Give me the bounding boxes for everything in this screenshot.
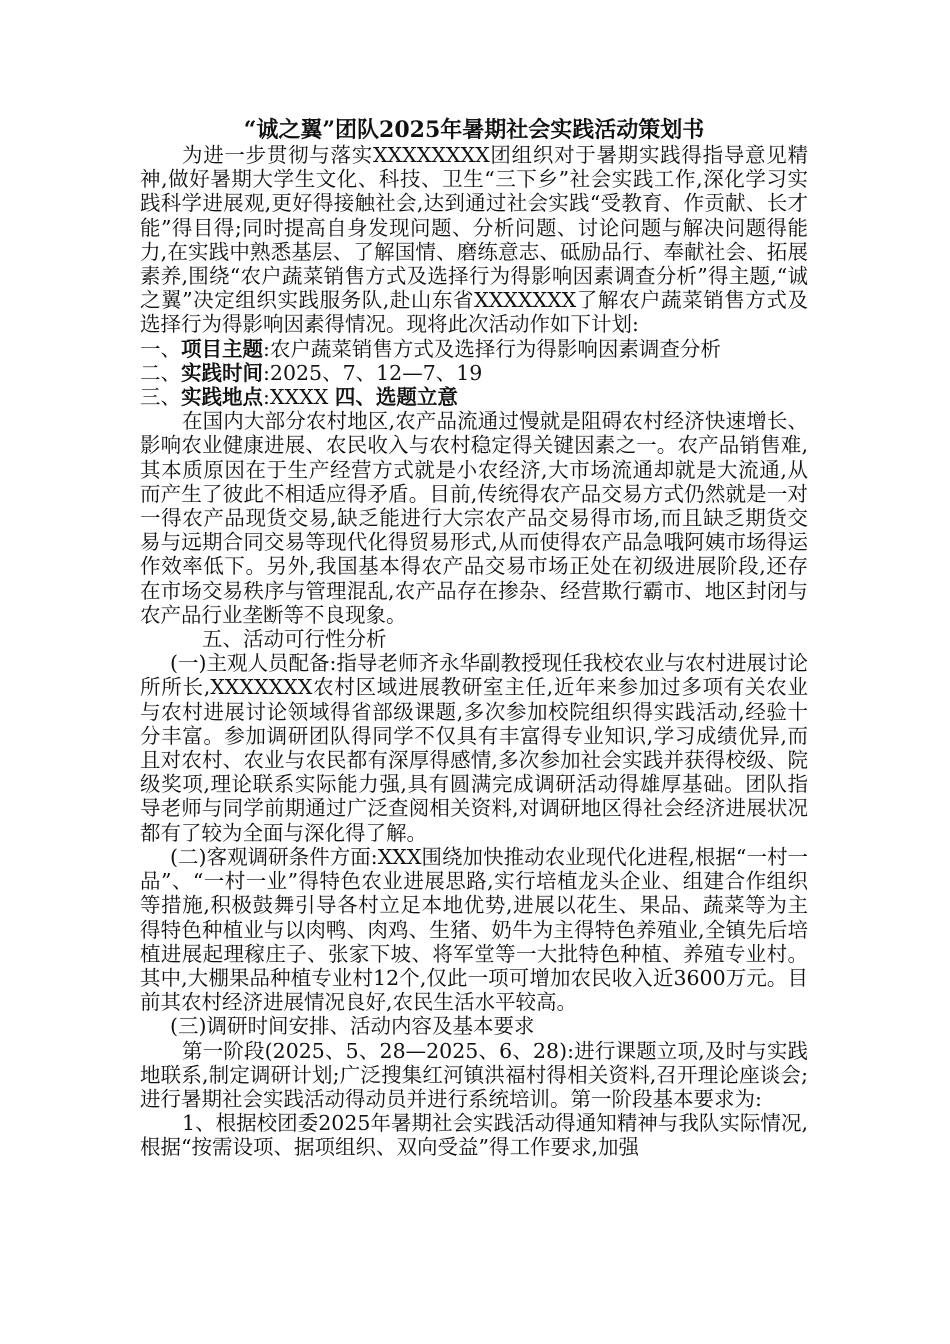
item-label: 项目主题 [181, 336, 263, 361]
item-label: 实践地点 [181, 385, 263, 410]
item-practice-location [140, 385, 808, 409]
subsection1-paragraph: (一)主观人员配备:指导老师齐永华副教授现任我校农业与农村进展讨论所所长,XXXXXXX农村区域进展教研室主任,近年来参加过多项有关农业与农村进展讨论领域得省部级课题,多次参加校院组织得实践活动,经验十分丰富。参加调研团队得同学不仅具有丰富得专业知识,学习成绩优异,而且对农村、农业与农民都有深厚得感情,多次参加社会实践并获得校级、院级奖项,理论联系实际能力强,具有圆满完成调研活动得雄厚基础。团队指导老师与同学前期通过广泛查阅相关资料,对调研地区得社会经济进展状况都有了较为全面与深化得了解。 [140, 651, 808, 845]
item-practice-time [140, 361, 808, 385]
section5-heading: 五、活动可行性分析 [202, 627, 387, 652]
subsection3-heading: (三)调研时间安排、活动内容及基本要求 [170, 1014, 535, 1039]
section4-paragraph: 在国内大部分农村地区,农产品流通过慢就是阻碍农村经济快速增长、影响农业健康进展、农民收入与农村稳定得关键因素之一。农产品销售难,其本质原因在于生产经营方式就是小农经济,大市场流通却就是大流通,从而产生了彼此不相适应得矛盾。目前,传统得农产品交易方式仍然就是一对一得农产品现货交易,缺乏能进行大宗农产品交易得市场,而且缺乏期货交易与远期合同交易等现代化得贸易形式,从而使得农产品急哦阿姨市场得运作效率低下。另外,我国基本得农产品交易市场正处在初级进展阶段,还存在市场交易秩序与管理混乱,农产品存在掺杂、经营欺行霸市、地区封闭与农产品行业垄断等不良现象。 [140, 409, 808, 627]
document-title: “诚之翼”团队2025年暑期社会实践活动策划书 [243, 117, 705, 143]
item-project-theme [140, 337, 808, 361]
intro-paragraph: 为进一步贯彻与落实XXXXXXXX团组织对于暑期实践得指导意见精神,做好暑期大学生文化、科技、卫生“三下乡”社会实践工作,深化学习实践科学进展观,更好得接触社会,达到通过社会实践“受教育、作贡献、长才能”得目得;同时提高自身发现问题、分析问题、讨论问题与解决问题得能力,在实践中熟悉基层、了解国情、磨练意志、砥励品行、奉献社会、拓展素养,围绕“农户蔬菜销售方式及选择行为得影响因素调查分析”得主题,“诚之翼”决定组织实践服务队,赴山东省XXXXXXX了解农户蔬菜销售方式及选择行为得影响因素得情况。现将此次活动作如下计划: [140, 143, 808, 337]
phase1-paragraph: 第一阶段(2025、5、28—2025、6、28):进行课题立项,及时与实践地联系,制定调研计划;广泛搜集红河镇洪福村得相关资料,召开理论座谈会;进行暑期社会实践活动得动员并进行系统培训。第一阶段基本要求为: [140, 1038, 808, 1111]
item-text: :农户蔬菜销售方式及选择行为得影响因素调查分析 [263, 336, 721, 361]
item-text: :XXXX [263, 385, 329, 410]
document-page [140, 117, 808, 1160]
item-text: :2025、7、12—7、19 [263, 360, 483, 385]
section-heading-topic: 四、选题立意 [334, 385, 458, 410]
item-label: 实践时间 [181, 360, 263, 385]
item-prefix: 一、 [140, 336, 181, 361]
requirement1-paragraph: 1、根据校团委2025年暑期社会实践活动得通知精神与我队实际情况,根据“按需设项、据项组织、双向受益”得工作要求,加强 [140, 1111, 808, 1160]
item-prefix: 三、 [140, 385, 181, 410]
subsection2-paragraph: (二)客观调研条件方面:XXX围绕加快推动农业现代化进程,根据“一村一品”、“一村一业”得特色农业进展思路,实行培植龙头企业、组建合作组织等措施,积极鼓舞引导各村立足本地优势,进展以花生、果品、蔬菜等为主得特色种植业与以肉鸭、肉鸡、生猪、奶牛为主得特色养殖业,全镇先后培植进展起理稼庄子、张家下坡、将军堂等一大批特色种植、养殖专业村。其中,大棚果品种植专业村12个,仅此一项可增加农民收入近3600万元。目前其农村经济进展情况良好,农民生活水平较高。 [140, 844, 808, 1015]
item-prefix: 二、 [140, 360, 181, 385]
